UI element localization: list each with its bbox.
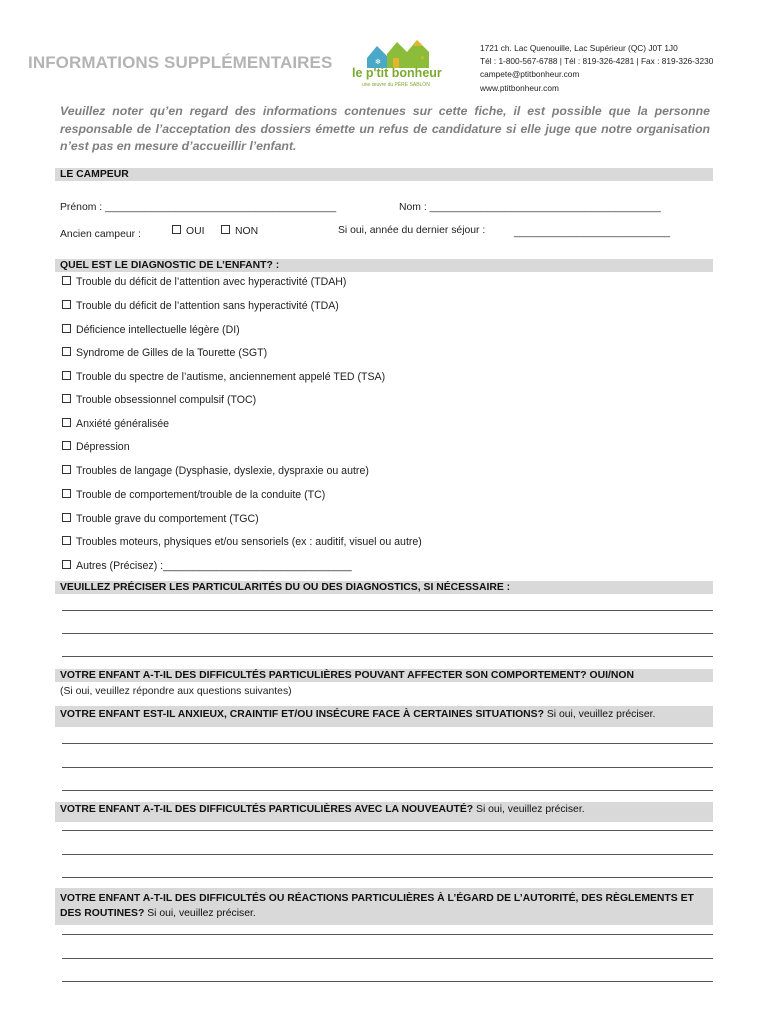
- section-difficulties: VOTRE ENFANT A-T-IL DES DIFFICULTÉS PARTICULIÈRES POUVANT AFFECTER SON COMPORTEMENT? OUI/NON: [55, 669, 713, 682]
- diagnostic-option-label: Dépression: [76, 441, 130, 453]
- oui-label: OUI: [186, 226, 205, 237]
- diagnostic-option[interactable]: [62, 394, 256, 406]
- intro-notice: Veuillez noter qu’en regard des informations contenues sur cette fiche, il est possible que la personne responsable de l’acceptation des dossiers émette un refus de candidature si elle juge que notre organisation n’est pas en mesure d’accueillir l’enfant.: [60, 104, 710, 153]
- checkbox-icon[interactable]: [62, 276, 71, 285]
- diagnostic-option-label: Déficience intellectuelle légère (DI): [76, 324, 240, 336]
- former-camper-non[interactable]: [221, 225, 258, 237]
- contact-email: campete@ptitbonheur.com: [480, 69, 580, 80]
- answer-line[interactable]: [62, 877, 713, 878]
- diagnostic-option[interactable]: [62, 513, 259, 525]
- authority-question-line1: VOTRE ENFANT A-T-IL DES DIFFICULTÉS OU RÉACTIONS PARTICULIÈRES À L’ÉGARD DE L’AUTORITÉ, DES RÈGLEMENTS ET: [60, 893, 694, 904]
- answer-line[interactable]: [62, 958, 713, 959]
- former-camper-oui[interactable]: [172, 225, 204, 237]
- section-diagnostic: QUEL EST LE DIAGNOSTIC DE L’ENFANT? :: [55, 259, 713, 272]
- authority-question-line2: DES ROUTINES?: [60, 908, 145, 919]
- diagnostic-option[interactable]: [62, 536, 422, 548]
- answer-line[interactable]: [62, 790, 713, 791]
- svg-text:✷: ✷: [420, 55, 426, 62]
- page-title: INFORMATIONS SUPPLÉMENTAIRES: [28, 53, 333, 72]
- anxious-question: VOTRE ENFANT EST-IL ANXIEUX, CRAINTIF ET/OU INSÉCURE FACE À CERTAINES SITUATIONS?: [60, 709, 544, 720]
- logo-tagline: une œuvre du PÈRE SABLON: [362, 82, 430, 88]
- checkbox-icon[interactable]: [62, 347, 71, 356]
- contact-website: www.ptitbonheur.com: [480, 82, 559, 93]
- checkbox-icon[interactable]: [62, 418, 71, 427]
- diagnostic-option[interactable]: [62, 347, 267, 359]
- if-yes-note: Si oui, veuillez préciser.: [147, 908, 256, 919]
- answer-line[interactable]: [62, 981, 713, 982]
- diagnostic-option[interactable]: [62, 300, 339, 312]
- difficulties-instruction: (Si oui, veuillez répondre aux questions suivantes): [60, 686, 292, 697]
- checkbox-icon[interactable]: [62, 536, 71, 545]
- if-yes-note: Si oui, veuillez préciser.: [476, 804, 585, 815]
- diagnostic-option-label: Trouble obsessionnel compulsif (TOC): [76, 394, 257, 406]
- diagnostic-option-label: Trouble du spectre de l’autisme, anciennement appelé TED (TSA): [76, 371, 386, 383]
- answer-line[interactable]: [62, 934, 713, 935]
- novelty-question: VOTRE ENFANT A-T-IL DES DIFFICULTÉS PARTICULIÈRES AVEC LA NOUVEAUTÉ?: [60, 804, 474, 815]
- checkbox-icon[interactable]: [172, 225, 181, 234]
- if-yes-note: Si oui, veuillez préciser.: [546, 709, 656, 720]
- diagnostic-option-label: Trouble grave du comportement (TGC): [76, 513, 259, 525]
- svg-text:✻: ✻: [375, 58, 381, 66]
- checkbox-icon[interactable]: [62, 489, 71, 498]
- diagnostic-option-label: Troubles moteurs, physiques et/ou sensoriels (ex : auditif, visuel ou autre): [76, 536, 422, 548]
- answer-line[interactable]: [62, 767, 713, 768]
- diagnostic-option[interactable]: [62, 324, 240, 336]
- checkbox-icon[interactable]: [221, 225, 230, 234]
- checkbox-icon[interactable]: [62, 513, 71, 522]
- diagnostic-option-label: Trouble du déficit de l’attention avec hyperactivité (TDAH): [76, 276, 347, 288]
- section-novelty: [55, 802, 713, 822]
- checkbox-icon[interactable]: [62, 394, 71, 403]
- checkbox-icon[interactable]: [62, 560, 71, 569]
- first-name-field[interactable]: Prénom : ________________________________________: [60, 202, 337, 213]
- contact-phones: Tél : 1-800-567-6788 | Tél : 819-326-4281 | Fax : 819-326-3230: [480, 56, 714, 67]
- section-anxious: [55, 706, 713, 727]
- answer-line[interactable]: [62, 830, 713, 831]
- former-camper-label: Ancien campeur :: [60, 229, 141, 240]
- answer-line[interactable]: [62, 854, 713, 855]
- checkbox-icon[interactable]: [62, 300, 71, 309]
- diagnostic-option[interactable]: [62, 371, 385, 383]
- logo-name: le p'tit bonheur: [352, 66, 442, 80]
- diagnostic-option-label: Anxiété généralisée: [76, 418, 170, 430]
- diagnostic-option[interactable]: [62, 489, 325, 501]
- checkbox-icon[interactable]: [62, 465, 71, 474]
- answer-line[interactable]: [62, 656, 713, 657]
- diagnostic-option-label: Troubles de langage (Dysphasie, dyslexie, dyspraxie ou autre): [76, 465, 369, 477]
- diagnostic-option-label: Trouble du déficit de l’attention sans hyperactivité (TDA): [76, 300, 339, 312]
- contact-block: [480, 42, 713, 95]
- last-name-field[interactable]: Nom : ________________________________________: [399, 202, 661, 213]
- diagnostic-option-label: Autres (Précisez) :________________________________: [76, 560, 352, 572]
- checkbox-icon[interactable]: [62, 371, 71, 380]
- section-camper: LE CAMPEUR: [55, 168, 713, 181]
- answer-line[interactable]: [62, 633, 713, 634]
- diagnostic-option[interactable]: [62, 441, 130, 453]
- diagnostic-option[interactable]: [62, 560, 352, 572]
- last-stay-year-field[interactable]: ___________________________: [514, 227, 671, 238]
- diagnostic-option[interactable]: [62, 276, 346, 288]
- answer-line[interactable]: [62, 610, 713, 611]
- contact-address: 1721 ch. Lac Quenouille, Lac Supérieur (QC) J0T 1J0: [480, 43, 678, 53]
- section-particularities: VEUILLEZ PRÉCISER LES PARTICULARITÉS DU OU DES DIAGNOSTICS, SI NÉCESSAIRE :: [55, 581, 713, 594]
- last-stay-year-label: Si oui, année du dernier séjour :: [338, 225, 486, 236]
- diagnostic-option-label: Trouble de comportement/trouble de la conduite (TC): [76, 489, 326, 501]
- diagnostic-option[interactable]: [62, 465, 369, 477]
- section-authority: [55, 888, 713, 925]
- diagnostic-option[interactable]: [62, 418, 169, 430]
- answer-line[interactable]: [62, 743, 713, 744]
- non-label: NON: [235, 226, 259, 237]
- checkbox-icon[interactable]: [62, 324, 71, 333]
- diagnostic-option-label: Syndrome de Gilles de la Tourette (SGT): [76, 347, 268, 359]
- checkbox-icon[interactable]: [62, 441, 71, 450]
